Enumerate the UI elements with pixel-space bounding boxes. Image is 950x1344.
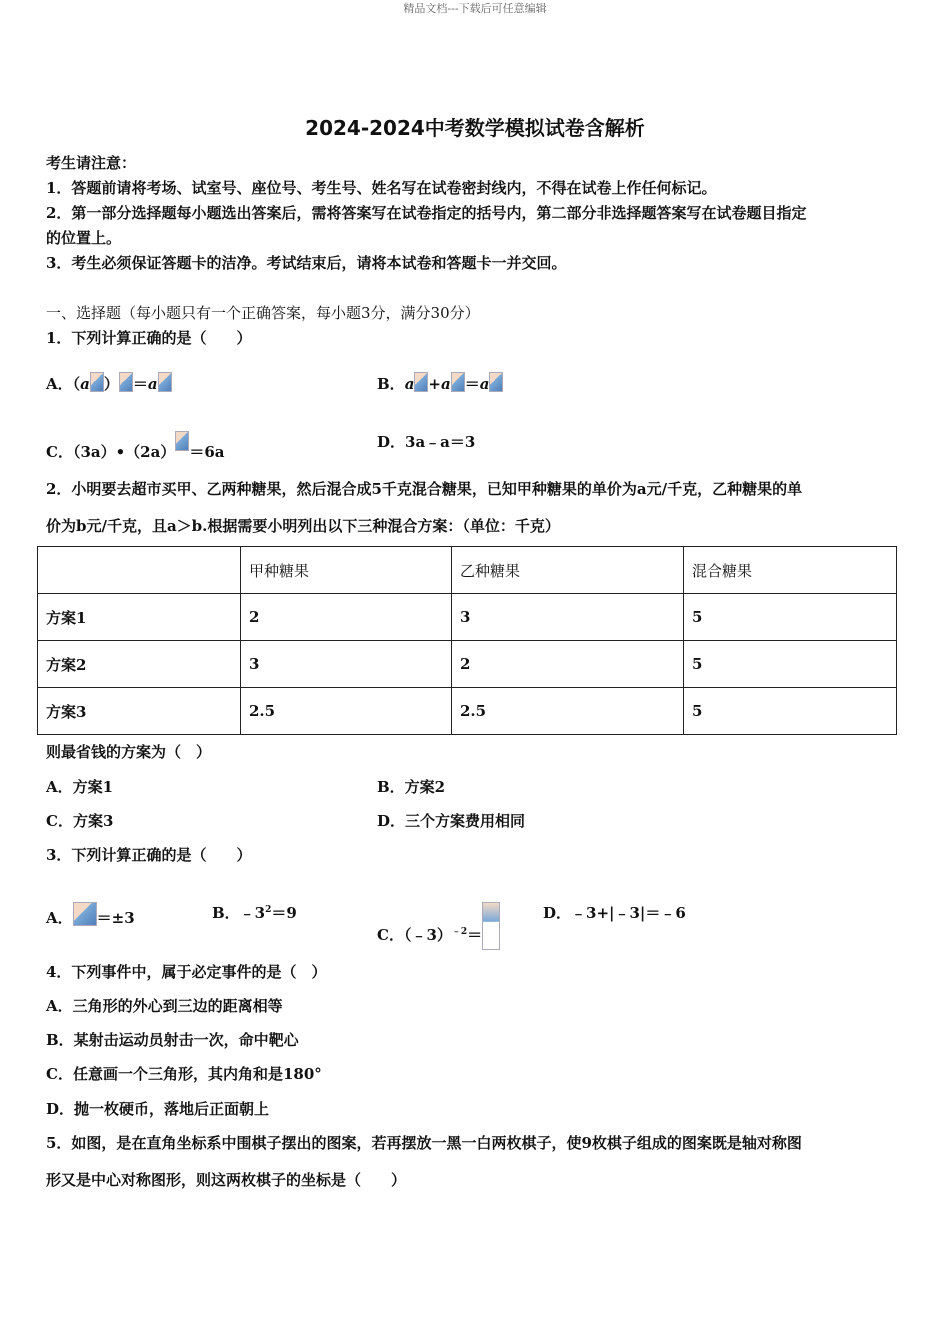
q3-stem: 3．下列计算正确的是（ ） bbox=[46, 846, 252, 864]
q1-b-label: B． bbox=[377, 375, 405, 393]
page-title: 2024-2024中考数学模拟试卷含解析 bbox=[305, 116, 645, 140]
table-header-cell: 混合糖果 bbox=[684, 547, 897, 594]
q1-stem: 1．下列计算正确的是（ ） bbox=[46, 329, 252, 347]
notice-heading: 考生请注意： bbox=[46, 154, 137, 172]
table-cell: 5 bbox=[684, 641, 897, 688]
q1-option-d: D．3a﹣a＝3 bbox=[377, 433, 476, 451]
q1-a-eq: ＝ bbox=[132, 375, 148, 393]
q4-option-a: A．三角形的外心到三边的距离相等 bbox=[46, 997, 283, 1015]
table-header-cell: 甲种糖果 bbox=[241, 547, 452, 594]
q5-line1: 5．如图，是在直角坐标系中围棋子摆出的图案，若再摆放一黑一白两枚棋子，使9枚棋子组成的图案既是轴对称图 bbox=[46, 1134, 802, 1152]
q2-option-b: B．方案2 bbox=[377, 778, 446, 796]
q4-option-c: C．任意画一个三角形，其内角和是180° bbox=[46, 1065, 322, 1083]
section-heading: 一、选择题（每小题只有一个正确答案，每小题3分，满分30分） bbox=[46, 304, 480, 322]
formula-image-icon bbox=[451, 372, 465, 392]
formula-image-icon bbox=[489, 372, 503, 392]
q1-b-var: a bbox=[479, 375, 490, 393]
formula-image-icon bbox=[158, 372, 172, 392]
q4-option-d: D．抛一枚硬币，落地后正面朝上 bbox=[46, 1100, 270, 1118]
q1-b-eq: ＝ bbox=[464, 375, 480, 393]
q2-option-d: D．三个方案费用相同 bbox=[377, 812, 526, 830]
formula-image-icon bbox=[414, 372, 428, 392]
q1-option-b bbox=[377, 372, 503, 394]
formula-image-icon bbox=[175, 431, 189, 451]
table-cell: 方案1 bbox=[38, 594, 241, 641]
q1-a-var2: a bbox=[147, 375, 158, 393]
q4-option-b: B．某射击运动员射击一次，命中靶心 bbox=[46, 1031, 299, 1049]
table-header-row bbox=[38, 547, 897, 594]
q1-b-var: a bbox=[404, 375, 415, 393]
q3-option-b bbox=[212, 902, 297, 923]
q4-stem: 4．下列事件中，属于必定事件的是（ ） bbox=[46, 963, 327, 981]
table-row bbox=[38, 688, 897, 735]
formula-image-icon bbox=[119, 372, 133, 392]
q2-question: 则最省钱的方案为（ ） bbox=[46, 743, 212, 761]
formula-image-icon bbox=[73, 902, 97, 926]
table-cell: 2 bbox=[452, 641, 684, 688]
q1-option-c bbox=[46, 431, 225, 462]
q3-b-text: B．﹣3 bbox=[212, 904, 266, 922]
table-cell: 3 bbox=[241, 641, 452, 688]
q3-option-d: D．﹣3+|﹣3|＝﹣6 bbox=[543, 904, 686, 922]
table-cell: 5 bbox=[684, 688, 897, 735]
table-cell: 2 bbox=[241, 594, 452, 641]
notice-item: 1．答题前请将考场、试室号、座位号、考生号、姓名写在试卷密封线内，不得在试卷上作任何标记。 bbox=[46, 179, 717, 197]
notice-item: 2．第一部分选择题每小题选出答案后，需将答案写在试卷指定的括号内，第二部分非选择题答案写在试卷题目指定 bbox=[46, 204, 807, 222]
q3-a-label: A． bbox=[46, 909, 73, 927]
q2-stem-line1: 2．小明要去超市买甲、乙两种糖果，然后混合成5千克混合糖果，已知甲种糖果的单价为a元/千克，乙种糖果的单 bbox=[46, 480, 803, 498]
q1-b-var: a bbox=[441, 375, 451, 393]
header-note: 精品文档---下载后可任意编辑 bbox=[403, 2, 547, 15]
q2-option-a: A．方案1 bbox=[46, 778, 114, 796]
q1-c-eq: ＝6a bbox=[189, 443, 225, 461]
q2-stem-line2: 价为b元/千克，且a＞b.根据需要小明列出以下三种混合方案：（单位：千克） bbox=[46, 517, 560, 535]
table-cell: 2.5 bbox=[241, 688, 452, 735]
q1-option-a bbox=[46, 372, 172, 394]
q2-option-c: C．方案3 bbox=[46, 812, 114, 830]
table-row bbox=[38, 594, 897, 641]
q3-option-c bbox=[377, 902, 500, 950]
q1-c-text: C．（3a）•（2a） bbox=[46, 443, 176, 461]
table-header-cell bbox=[38, 547, 241, 594]
q1-a-var: a bbox=[80, 375, 90, 393]
notice-item: 3．考生必须保证答题卡的洁净。考试结束后，请将本试卷和答题卡一并交回。 bbox=[46, 254, 567, 272]
q1-a-close: ） bbox=[103, 375, 119, 393]
q3-c-eq: ＝ bbox=[467, 926, 483, 944]
table-cell: 2.5 bbox=[452, 688, 684, 735]
q1-a-label: A．（ bbox=[46, 375, 81, 393]
q3-option-a bbox=[46, 902, 135, 928]
formula-image-icon bbox=[90, 372, 104, 392]
table-cell: 方案2 bbox=[38, 641, 241, 688]
candy-mix-table bbox=[37, 546, 897, 735]
q3-b-tail: ＝9 bbox=[271, 904, 297, 922]
table-cell: 3 bbox=[452, 594, 684, 641]
formula-image-icon bbox=[482, 902, 500, 950]
q3-b-sup: 2 bbox=[265, 905, 272, 915]
q3-a-tail: ＝±3 bbox=[96, 909, 135, 927]
q5-line2: 形又是中心对称图形，则这两枚棋子的坐标是（ ） bbox=[46, 1171, 407, 1189]
q1-b-plus: + bbox=[428, 375, 441, 393]
q3-c-sup: ﹣2 bbox=[451, 927, 468, 937]
q3-c-text: C．（﹣3） bbox=[377, 926, 452, 944]
table-cell: 5 bbox=[684, 594, 897, 641]
notice-item: 的位置上。 bbox=[46, 229, 122, 247]
table-row bbox=[38, 641, 897, 688]
table-cell: 方案3 bbox=[38, 688, 241, 735]
table-header-cell: 乙种糖果 bbox=[452, 547, 684, 594]
